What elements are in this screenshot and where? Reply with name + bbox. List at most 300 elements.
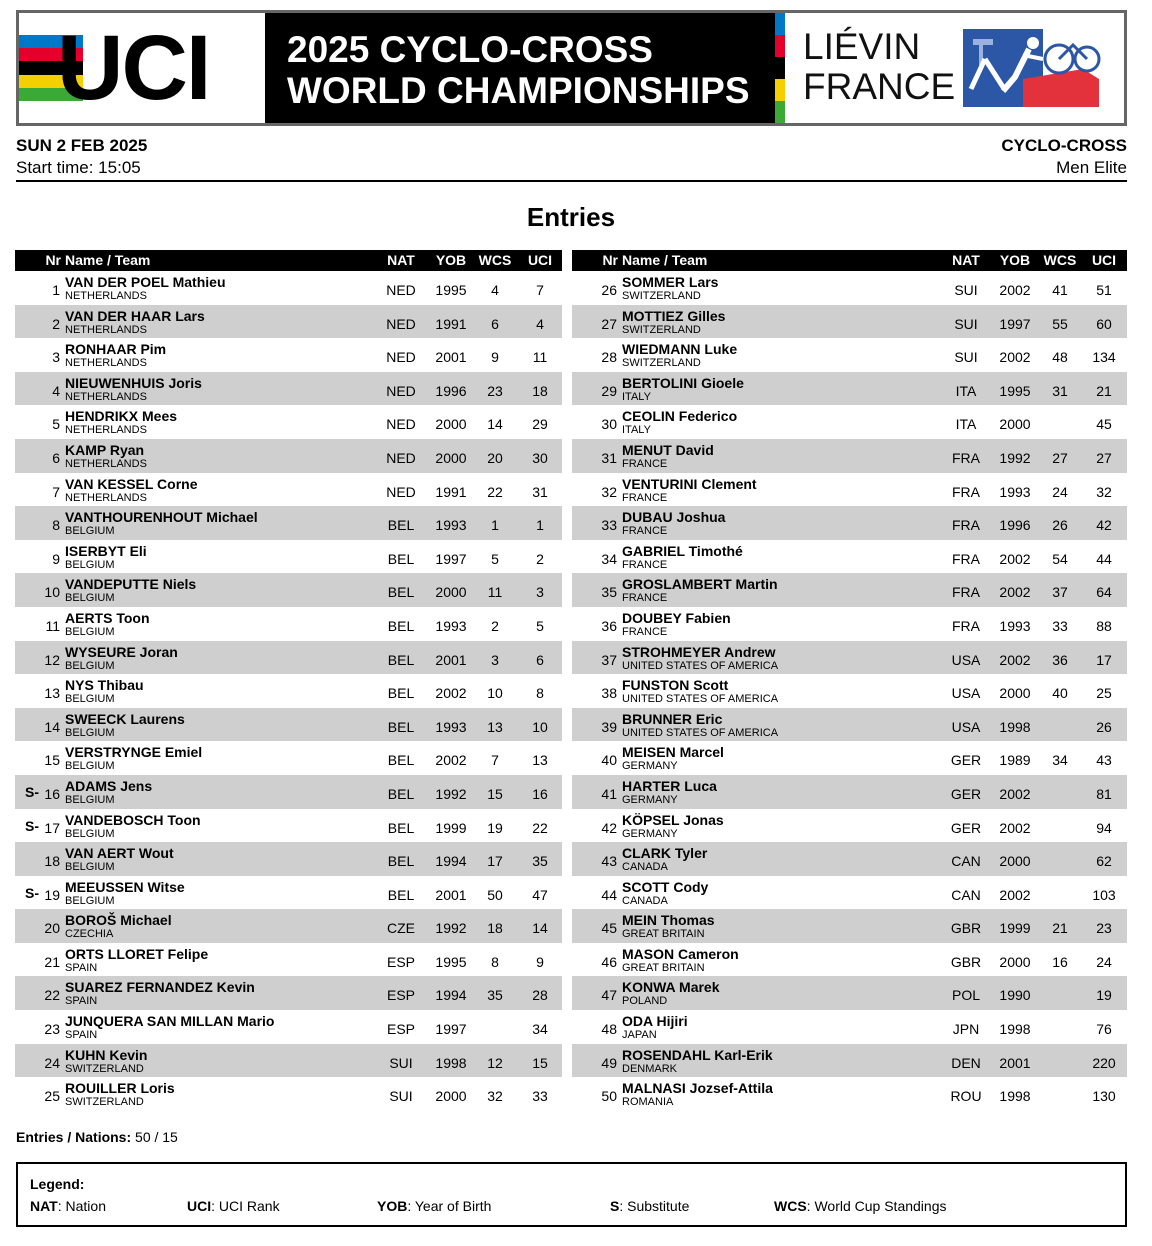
rider-wcs: 8 [491,953,499,970]
rider-wcs: 54 [1052,550,1068,567]
rider-yob: 1995 [435,282,467,298]
bib-number: 27 [601,315,617,332]
rider-name: GABRIEL Timothé [622,542,743,559]
rider-name: VANDEPUTTE Niels [65,576,197,593]
table-row [15,305,562,339]
substitute-mark: S- [25,817,39,834]
bib-number: 5 [52,416,60,433]
rider-yob: 2002 [999,819,1031,836]
rider-nation: CAN [951,886,981,903]
bib-number: 4 [52,382,60,399]
rider-team: BELGIUM [65,760,115,773]
rider-nation: NED [386,449,416,466]
rider-nation: BEL [387,886,415,903]
rider-wcs: 18 [487,920,503,937]
table-row [572,641,1127,675]
rider-uci-rank: 17 [1096,651,1112,668]
championship-title [265,13,775,123]
rider-name: NIEUWENHUIS Joris [65,374,202,391]
table-row [572,405,1127,439]
rider-team: SWITZERLAND [65,1062,144,1075]
race-date: SUN 2 FEB 2025 [16,136,148,155]
rider-uci-rank: 23 [1096,920,1112,937]
rider-team: GERMANY [622,793,678,806]
col-name: Name / Team [622,252,708,268]
rider-uci-rank: 76 [1096,1021,1112,1038]
rider-yob: 2000 [999,685,1031,702]
rider-nation: GBR [950,920,982,937]
rider-name: HARTER Luca [622,777,717,794]
lievin-cyclocross-logo-icon [963,29,1101,107]
table-row [15,338,562,372]
legend-item-s: S: Substitute [610,1198,690,1214]
rider-wcs: 10 [487,685,503,702]
rider-name: ORTS LLORET Felipe [65,945,209,962]
start-time: Start time: 15:05 [16,158,141,177]
header-divider [16,180,1127,182]
rider-yob: 2000 [435,416,467,433]
table-row [15,674,562,708]
rider-yob: 1992 [435,920,467,937]
table-row [572,439,1127,473]
rider-team: POLAND [622,995,668,1008]
rider-name: HENDRIKX Mees [65,408,178,425]
table-row [15,372,562,406]
summary-value: 50 / 15 [135,1129,178,1145]
rainbow-bar [775,13,785,123]
rider-team: BELGIUM [65,625,115,638]
bib-number: 12 [44,651,60,668]
substitute-mark: S- [25,783,39,800]
rider-uci-rank: 60 [1096,315,1112,332]
legend-key: UCI [187,1198,212,1214]
rider-nation: SUI [389,1054,413,1071]
bib-number: 18 [44,853,60,870]
rider-team: BELGIUM [65,659,115,672]
rider-team: FRANCE [622,457,668,470]
rider-name: CLARK Tyler [622,845,708,862]
rider-nation: SUI [954,315,978,332]
rider-yob: 2002 [999,785,1031,802]
rider-nation: ESP [386,1021,415,1038]
rider-name: AERTS Toon [65,609,150,626]
table-row [15,1010,562,1044]
rider-team: JAPAN [622,1029,657,1042]
rider-uci-rank: 62 [1096,853,1112,870]
rider-wcs: 11 [487,584,503,601]
bib-number: 31 [601,449,617,466]
rider-team: ITALY [622,424,651,437]
col-name: Name / Team [65,252,151,268]
table-row [572,1044,1127,1078]
rider-name: JUNQUERA SAN MILLAN Mario [65,1013,275,1030]
rider-yob: 1998 [999,1088,1031,1105]
rider-team: BELGIUM [65,861,115,874]
bib-number: 1 [52,282,60,298]
rider-team: GREAT BRITAIN [622,928,705,941]
rider-nation: BEL [387,785,415,802]
rider-uci-rank: 22 [532,819,548,836]
bib-number: 13 [44,685,60,702]
legend-item-uci: UCI: UCI Rank [187,1198,280,1214]
rider-nation: NED [386,349,416,366]
rider-name: NYS Thibau [65,677,144,694]
rider-yob: 1997 [435,1021,467,1038]
table-row [15,540,562,574]
rider-nation: BEL [387,752,415,769]
rider-name: VENTURINI Clement [622,475,757,492]
bib-number: 36 [601,617,617,634]
bib-number: 34 [601,550,617,567]
rider-uci-rank: 30 [532,449,548,466]
rider-uci-rank: 64 [1096,584,1112,601]
bib-number: 45 [601,920,617,937]
rider-wcs: 36 [1052,651,1068,668]
table-row [15,405,562,439]
rider-nation: NED [386,416,416,433]
rider-yob: 1998 [999,718,1031,735]
rider-team: SWITZERLAND [622,357,701,370]
rider-nation: FRA [952,617,980,634]
rider-yob: 1996 [999,517,1031,534]
legend-desc: World Cup Standings [814,1198,947,1214]
rider-uci-rank: 130 [1092,1088,1116,1105]
table-row [15,439,562,473]
rider-wcs: 5 [491,550,499,567]
rider-nation: USA [951,651,981,668]
bib-number: 39 [601,718,617,735]
rider-yob: 1993 [999,483,1031,500]
rider-uci-rank: 5 [536,617,544,634]
rider-nation: CAN [951,853,981,870]
bib-number: 26 [601,282,617,298]
col-nr: Nr [45,252,61,268]
rider-wcs: 3 [491,651,499,668]
rider-yob: 2000 [435,449,467,466]
rider-yob: 2000 [999,416,1031,433]
rider-name: STROHMEYER Andrew [622,643,776,660]
table-row [572,338,1127,372]
rider-wcs: 55 [1052,315,1068,332]
rider-nation: CZE [387,920,415,937]
legend-box [16,1162,1127,1227]
rider-nation: ITA [955,382,977,399]
legend-desc: Substitute [627,1198,690,1214]
rider-yob: 2000 [435,584,467,601]
table-row [15,473,562,507]
rider-name: ODA Hijiri [622,1013,688,1030]
rider-uci-rank: 8 [536,685,544,702]
table-row [572,573,1127,607]
bib-number: 9 [52,550,60,567]
bib-number: 38 [601,685,617,702]
table-row [572,506,1127,540]
rider-uci-rank: 4 [536,315,544,332]
bib-number: 19 [44,886,60,903]
col-yob: YOB [435,252,467,268]
venue-country: FRANCE [803,66,956,107]
bib-number: 29 [601,382,617,399]
rider-uci-rank: 31 [532,483,548,500]
legend-key: WCS [774,1198,807,1214]
rider-team: SPAIN [65,995,98,1008]
rider-team: CANADA [622,894,668,907]
rider-nation: FRA [952,517,980,534]
rider-yob: 1997 [435,550,467,567]
rider-nation: BEL [387,651,415,668]
bib-number: 22 [44,987,60,1004]
table-row [572,271,1127,305]
rider-yob: 2001 [999,1054,1031,1071]
race-info [16,136,147,179]
rider-nation: POL [951,987,980,1004]
table-row [572,741,1127,775]
rider-yob: 2002 [999,282,1031,298]
bib-number: 2 [52,315,60,332]
rider-yob: 1993 [999,617,1031,634]
rider-wcs: 14 [487,416,503,433]
table-body [572,271,1127,1111]
rider-yob: 1993 [435,718,467,735]
table-row [15,976,562,1010]
championship-title-line1: 2025 CYCLO-CROSS [287,29,653,70]
rider-uci-rank: 220 [1092,1054,1116,1071]
rider-team: UNITED STATES OF AMERICA [622,693,779,706]
legend-item-yob: YOB: Year of Birth [377,1198,492,1214]
rider-yob: 1996 [435,382,467,399]
bib-number: 23 [44,1021,60,1038]
bib-number: 20 [44,920,60,937]
rider-wcs: 26 [1052,517,1068,534]
rider-wcs: 15 [487,785,503,802]
rider-name: VERSTRYNGE Emiel [65,744,203,761]
bib-number: 40 [601,752,617,769]
sport-name: CYCLO-CROSS [1001,136,1127,155]
rider-yob: 1999 [999,920,1031,937]
rider-nation: BEL [387,685,415,702]
rider-team: BELGIUM [65,693,115,706]
rider-wcs: 31 [1052,382,1068,399]
bib-number: 32 [601,483,617,500]
venue-city: LIÉVIN [803,26,921,67]
rider-name: RONHAAR Pim [65,341,167,358]
rider-yob: 1994 [435,987,467,1004]
rider-team: NETHERLANDS [65,323,147,336]
uci-logo-text: UCI [57,17,210,119]
rider-name: KAMP Ryan [65,441,145,458]
bib-number: 28 [601,349,617,366]
rider-wcs: 13 [487,718,503,735]
table-row [572,708,1127,742]
rider-nation: JPN [952,1021,980,1038]
rider-name: DOUBEY Fabien [622,609,731,626]
bib-number: 43 [601,853,617,870]
rider-nation: SUI [389,1088,413,1105]
table-row [572,305,1127,339]
legend-key: S [610,1198,620,1214]
legend-key: NAT [30,1198,58,1214]
substitute-mark: S- [25,884,39,901]
rider-nation: GBR [950,953,982,970]
rider-nation: FRA [952,584,980,601]
bib-number: 41 [601,785,617,802]
rider-name: VAN DER POEL Mathieu [65,274,226,290]
bib-number: 24 [44,1054,60,1071]
rider-wcs: 16 [1052,953,1068,970]
rider-yob: 2000 [999,953,1031,970]
table-row [572,976,1127,1010]
rider-wcs: 24 [1052,483,1068,500]
table-row [572,876,1127,910]
legend-title: Legend: [30,1176,85,1192]
event-banner [16,10,1127,126]
bib-number: 35 [601,584,617,601]
table-row [15,506,562,540]
rider-nation: NED [386,483,416,500]
bib-number: 17 [44,819,60,836]
rider-uci-rank: 19 [1096,987,1112,1004]
entries-table-left [15,250,562,1111]
rider-nation: NED [386,315,416,332]
rider-team: BELGIUM [65,558,115,571]
table-row [572,1010,1127,1044]
col-yob: YOB [999,252,1031,268]
rider-uci-rank: 2 [536,550,544,567]
rider-team: UNITED STATES OF AMERICA [622,726,779,739]
bib-number: 25 [44,1088,60,1105]
rider-team: BELGIUM [65,592,115,605]
rider-wcs: 2 [491,617,499,634]
rider-team: BELGIUM [65,726,115,739]
rider-nation: FRA [952,550,980,567]
table-row [15,741,562,775]
table-header [15,250,562,271]
rider-wcs: 21 [1052,920,1068,937]
entries-summary [16,1129,178,1145]
rider-name: MEISEN Marcel [622,744,724,761]
rider-team: DENMARK [622,1062,678,1075]
rider-uci-rank: 94 [1096,819,1112,836]
rider-nation: ROU [950,1088,982,1105]
table-row [15,809,562,843]
table-row [572,909,1127,943]
rider-uci-rank: 43 [1096,752,1112,769]
rider-uci-rank: 35 [532,853,548,870]
rider-wcs: 7 [491,752,499,769]
col-nat: NAT [952,252,980,268]
rider-yob: 1998 [999,1021,1031,1038]
bib-number: 11 [45,617,60,634]
rider-uci-rank: 88 [1096,617,1112,634]
rider-yob: 1989 [999,752,1031,769]
rider-yob: 2002 [999,349,1031,366]
bib-number: 14 [44,718,60,735]
rider-uci-rank: 32 [1096,483,1112,500]
rider-uci-rank: 24 [1096,953,1112,970]
table-row [572,943,1127,977]
rider-uci-rank: 34 [532,1021,548,1038]
rider-name: CEOLIN Federico [622,408,738,425]
rider-team: ROMANIA [622,1096,674,1109]
rider-wcs: 20 [487,449,503,466]
rider-team: SWITZERLAND [65,1096,144,1109]
table-row [572,540,1127,574]
rider-wcs: 4 [491,282,499,298]
rider-uci-rank: 3 [536,584,544,601]
rider-name: MENUT David [622,441,714,458]
rider-uci-rank: 27 [1096,449,1112,466]
race-category: Men Elite [1056,158,1127,177]
rider-uci-rank: 44 [1096,550,1112,567]
rider-wcs: 1 [491,517,499,534]
rider-uci-rank: 33 [532,1088,548,1105]
bib-number: 50 [601,1088,617,1105]
rider-name: ROUILLER Loris [65,1080,175,1097]
rider-yob: 1997 [999,315,1031,332]
rider-uci-rank: 81 [1096,785,1112,802]
table-row [15,876,562,910]
bib-number: 21 [44,953,60,970]
rider-nation: SUI [954,282,978,298]
bib-number: 37 [601,651,617,668]
rider-uci-rank: 42 [1096,517,1112,534]
rider-uci-rank: 6 [536,651,544,668]
bib-number: 6 [52,449,60,466]
rider-uci-rank: 18 [532,382,548,399]
bib-number: 30 [601,416,617,433]
summary-label: Entries / Nations: [16,1129,132,1145]
rider-name: WYSEURE Joran [65,643,178,660]
rider-nation: SUI [954,349,978,366]
bib-number: 3 [52,349,60,366]
rider-uci-rank: 25 [1096,685,1112,702]
rider-name: FUNSTON Scott [622,677,729,694]
rider-nation: DEN [951,1054,981,1071]
rider-team: UNITED STATES OF AMERICA [622,659,779,672]
rider-uci-rank: 29 [532,416,548,433]
table-row [15,909,562,943]
table-row [572,674,1127,708]
rider-uci-rank: 45 [1096,416,1112,433]
rider-nation: FRA [952,483,980,500]
rider-uci-rank: 10 [532,718,548,735]
legend-desc: Year of Birth [414,1198,492,1214]
rider-team: NETHERLANDS [65,457,147,470]
rider-team: SPAIN [65,961,98,974]
table-row [15,943,562,977]
rider-name: VANTHOURENHOUT Michael [65,509,258,526]
rider-uci-rank: 21 [1096,382,1112,399]
rider-nation: BEL [387,617,415,634]
table-header [572,250,1127,271]
rider-nation: BEL [387,853,415,870]
legend-desc: Nation [65,1198,106,1214]
rider-nation: BEL [387,819,415,836]
rider-name: SCOTT Cody [622,878,709,895]
table-row [572,473,1127,507]
rider-yob: 1994 [435,853,467,870]
rider-name: ISERBYT Eli [65,542,147,559]
rider-name: ADAMS Jens [65,777,153,794]
bib-number: 33 [601,517,617,534]
rider-wcs: 9 [491,349,499,366]
rider-nation: NED [386,382,416,399]
rider-yob: 1995 [435,953,467,970]
rider-wcs: 40 [1052,685,1068,702]
rider-name: SUAREZ FERNANDEZ Kevin [65,979,255,996]
rider-team: BELGIUM [65,525,115,538]
table-body [15,271,562,1111]
